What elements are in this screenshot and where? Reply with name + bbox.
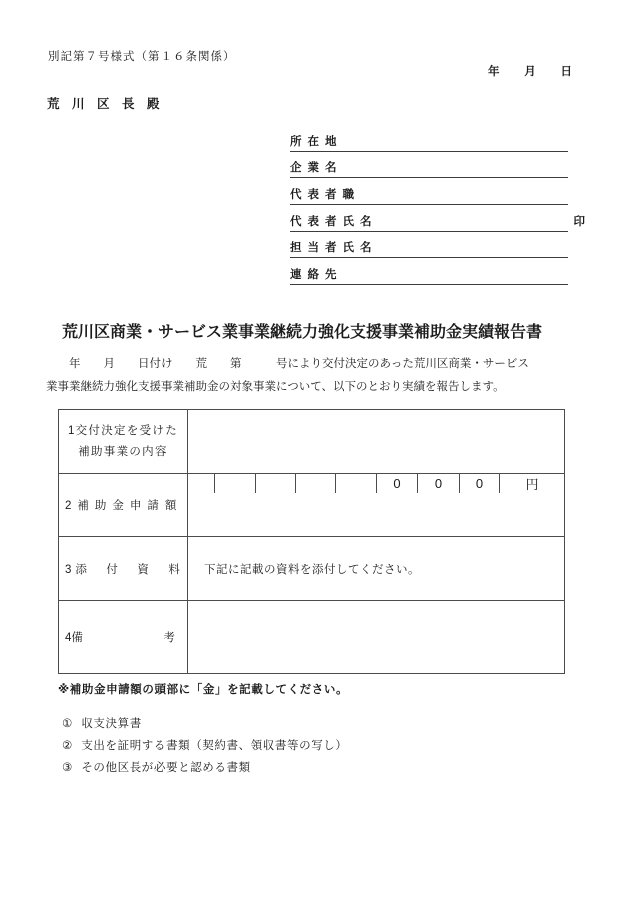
representative-title-field-label: 代表者職 xyxy=(290,189,360,202)
table-row-remarks xyxy=(59,601,564,673)
body-line-1: 年 月 日付け 荒 第 号により交付決定のあった荒川区商業・サービス xyxy=(46,358,529,370)
subsidy-amount-label-cell: 2補助金申請額 xyxy=(59,474,188,536)
amount-digit-cell-1[interactable] xyxy=(215,474,256,493)
attachment-text-1: 収支決算書 xyxy=(81,718,142,730)
table-row-subsidy-amount xyxy=(59,474,564,537)
representative-name-field-line[interactable] xyxy=(290,205,585,232)
amount-unit-yen-cell: 円 xyxy=(525,477,539,492)
attachments-label-cell: 3添 付 資 料 xyxy=(59,537,188,600)
addressee-mayor: 荒 川 区 長 殿 xyxy=(47,97,160,111)
attachment-item-3 xyxy=(62,756,348,778)
date-month-label: 月 xyxy=(524,66,536,78)
report-table xyxy=(58,409,565,674)
contact-info-field-label: 連絡先 xyxy=(290,269,343,282)
amount-digit-cell-3[interactable] xyxy=(296,474,336,493)
attachment-marker-1: ① xyxy=(62,718,73,730)
date-fill-line[interactable] xyxy=(488,63,572,79)
representative-name-field-label: 代表者氏名 xyxy=(290,215,378,228)
subsidy-amount-cells xyxy=(188,474,564,536)
attachment-item-1 xyxy=(62,712,348,734)
project-description-label-cell xyxy=(59,410,188,473)
attachment-text-3: その他区長が必要と認める書類 xyxy=(81,762,251,774)
form-number-note: 別記第７号様式（第１６条関係） xyxy=(48,51,236,63)
contact-person-field-label: 担当者氏名 xyxy=(290,242,378,255)
seal-mark: 印 xyxy=(573,215,585,228)
amount-prefix-cell[interactable] xyxy=(188,474,215,493)
address-field-line[interactable] xyxy=(290,125,568,152)
amount-digit-cell-4[interactable] xyxy=(336,474,377,493)
body-paragraph xyxy=(46,353,529,399)
company-name-field-line[interactable] xyxy=(290,152,568,179)
date-day-label: 日 xyxy=(560,66,572,78)
amount-digit-cell-5: 0 xyxy=(377,474,418,493)
amount-digit-cell-2[interactable] xyxy=(256,474,296,493)
amount-digit-cell-7: 0 xyxy=(460,474,500,493)
project-description-label-line1: 1交付決定を受けた xyxy=(67,424,179,437)
contact-person-field-line[interactable] xyxy=(290,232,568,259)
date-year-label: 年 xyxy=(488,66,500,78)
body-line-2: 業事業継続力強化支援事業補助金の対象事業について、以下のとおり実績を報告します。 xyxy=(46,381,505,393)
amount-entry-note: ※補助金申請額の頭部に「金」を記載してください。 xyxy=(58,684,349,696)
company-name-field-label: 企業名 xyxy=(290,162,343,175)
document-title: 荒川区商業・サービス業事業継続力強化支援事業補助金実績報告書 xyxy=(62,324,543,341)
attachment-list xyxy=(62,712,348,778)
amount-digit-cell-6: 0 xyxy=(418,474,460,493)
attachments-instruction-cell: 下記に記載の資料を添付してください。 xyxy=(204,563,420,576)
remarks-input-cell[interactable] xyxy=(188,601,564,673)
contact-info-field-line[interactable] xyxy=(290,258,568,285)
project-description-label-line2: 補助事業の内容 xyxy=(78,445,168,458)
project-description-input-cell[interactable] xyxy=(188,410,564,473)
attachment-text-2: 支出を証明する書類（契約書、領収書等の写し） xyxy=(81,740,348,752)
table-row-attachments xyxy=(59,537,564,601)
representative-title-field-line[interactable] xyxy=(290,178,568,205)
attachment-item-2 xyxy=(62,734,348,756)
attachment-marker-2: ② xyxy=(62,740,73,752)
address-field-label: 所在地 xyxy=(290,135,343,148)
attachment-marker-3: ③ xyxy=(62,762,73,774)
remarks-label-cell: 4備 考 xyxy=(59,601,188,673)
table-row-project-description xyxy=(59,410,564,474)
applicant-info-block xyxy=(290,125,585,285)
amount-digit-row xyxy=(188,474,564,493)
